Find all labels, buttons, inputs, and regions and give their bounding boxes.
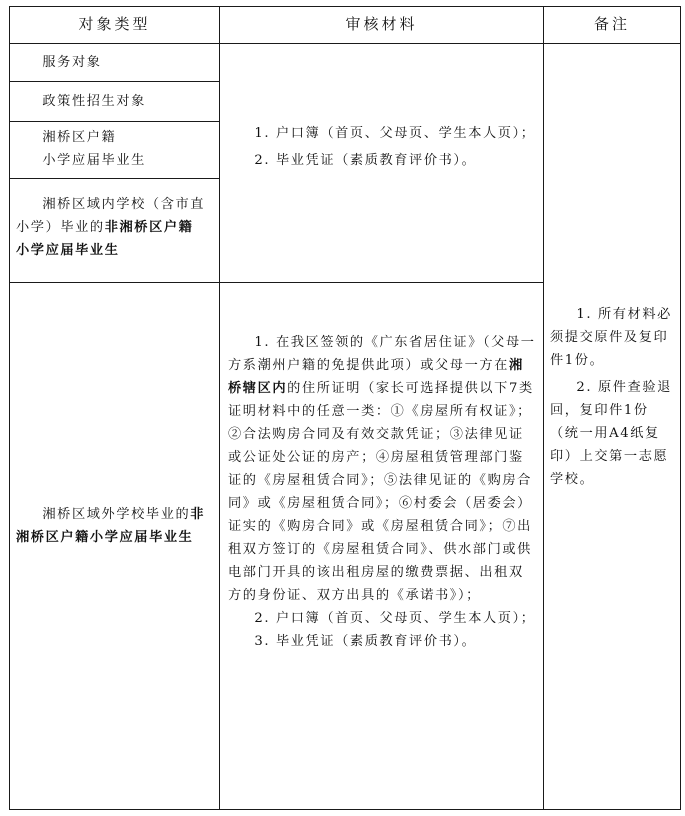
object-policy-enrollment: 政策性招生对象 (42, 94, 146, 109)
header-object-type: 对象类型 (78, 15, 151, 33)
header-bottom-border (9, 43, 681, 44)
row-divider-4 (9, 282, 543, 283)
row-divider-1 (9, 81, 219, 82)
object-xiangqiao-household: 湘桥区户籍 小学应届毕业生 (42, 130, 146, 168)
remarks-item-2: 2. 原件查验退回，复印件1份（统一用A4纸复印）上交第一志愿学校。 (550, 380, 672, 487)
remarks-item-1: 1. 所有材料必须提交原件及复印件1份。 (550, 307, 672, 368)
object-outside-district-non-local: 湘桥区域外学校毕业的非湘桥区户籍小学应届毕业生 (16, 507, 206, 545)
header-materials: 审核材料 (345, 15, 418, 33)
table-top-border (9, 6, 681, 7)
object-service-target: 服务对象 (42, 55, 102, 70)
materials-bottom-item-1: 1. 在我区签领的《广东省居住证》（父母一方系潮州户籍的免提供此项）或父母一方在湘桥辖区内的住所证明（家长可选择提供以下7类证明材料中的任意一类：①《房屋所有权证》；②合法购房合同及有效交款凭证；③法律见证或公证处公证的房产；④房屋租赁管理部门鉴证的《房屋租赁合同》；⑤法律见证的《购房合同》或《房屋租赁合同》；⑥村委会（居委会）证实的《购房合同》或《房屋租赁合同》；⑦出租双方签订的《房屋租赁合同》、供水部门或供电部门开具的该出租房屋的缴费票据、出租双方的身份证、双方出具的《承诺书》）； (228, 335, 536, 603)
row-divider-3 (9, 178, 219, 179)
table-right-border (680, 6, 681, 810)
object-inside-district-non-local: 湘桥区域内学校（含市直小学）毕业的非湘桥区户籍小学应届毕业生 (16, 197, 206, 258)
header-remarks: 备注 (593, 15, 630, 33)
table-left-border (9, 6, 10, 810)
row-divider-2 (9, 121, 219, 122)
materials-bottom-item-3: 3. 毕业凭证（素质教育评价书）。 (254, 634, 477, 649)
materials-bottom-item-2: 2. 户口簿（首页、父母页、学生本人页）； (254, 611, 536, 626)
materials-top-item-1: 1. 户口簿（首页、父母页、学生本人页）； (254, 126, 536, 141)
table-bottom-border (9, 809, 681, 810)
col-divider-2 (543, 6, 544, 810)
materials-top-item-2: 2. 毕业凭证（素质教育评价书）。 (254, 153, 477, 168)
col-divider-1 (219, 6, 220, 810)
materials-top-block (228, 122, 536, 172)
remarks-block (550, 303, 678, 491)
materials-bottom-block (228, 331, 536, 653)
